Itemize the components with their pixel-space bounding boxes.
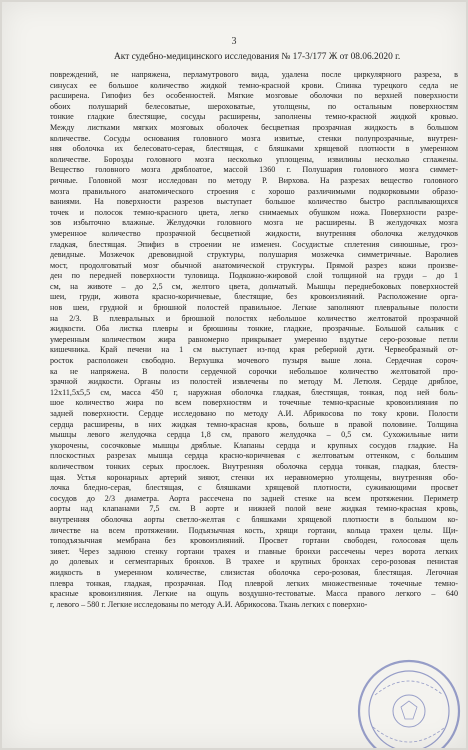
- page-number: 3: [231, 36, 237, 47]
- text-line: зияет. Через заднюю стенку гортани трахея и главные бронхи рассечены через ворота легких: [50, 546, 458, 556]
- text-line: зрачной жидкости. Органы из полостей извлечены по методу М. Летюля. Сердце дряблое,: [50, 377, 458, 387]
- text-line: зов избыточно влажные. Желудочки головного мозга не расширены. В желудочках мозга: [50, 218, 458, 228]
- text-line: внутренняя оболочка аорты светло-желтая с бляшками хрящевой плотности в большом ко-: [50, 514, 458, 524]
- text-line: Вещество головного мозга дряблоатое, массой 1360 г. Полушария головного мозга симмет-: [50, 165, 458, 175]
- text-line: мышцы левого желудочка сердца 1,8 см, правого желудочка – 0,5 см. Сухожильные нити: [50, 430, 458, 440]
- text-line: умеренным количеством жира равномерно прикрывает умеренно вздутые серо-розовые петли: [50, 334, 458, 344]
- text-line: повреждений, не напряжена, перламутрового вида, удалена после циркулярного разреза, в: [50, 70, 458, 79]
- text-line: мост, продолговатый мозг обычной анатомической структуры. Прямой разрез кожи произве-: [50, 260, 458, 270]
- text-line: г, левого – 580 г. Легкие исследованы по методу А.И. Абрикосова. Ткань легких с поверхно-: [50, 599, 368, 609]
- text-line: обоих полушарий белесоватые, шероховатые, утолщены, по остальным поверхностям: [50, 101, 458, 111]
- text-line: няя оболочка их белесовато-серая, блестящая, с бляшками хрящевой плотности в умеренном: [50, 144, 458, 154]
- text-line: жидкости. Оба листка плевры и брюшины тонкие, гладкие, прозрачные. Большой сальник с: [50, 324, 458, 334]
- text-line: до долевых и сегментарных бронхов. В трахее и крупных бронхах серо-розовая пенистая: [50, 557, 458, 567]
- text-line: ден по передней поверхности туловища. Подкожно-жировой слой толщиной на груди – до 1: [50, 271, 458, 281]
- text-line: расширена. Гипофиз без особенностей. Мягкие мозговые оболочки по верхней поверхности: [50, 91, 458, 101]
- text-line: шое количество жира по всем поверхностям и точечные темно-красные кровоизлияния по: [50, 398, 458, 408]
- text-line: синусах ее большое количество жидкой темно-красной крови. Спинка турецкого седла не: [50, 80, 458, 90]
- text-line: красные кровоизлияния. Легкие на ощупь воздушно-тестоватые. Масса правого легкого – 640: [50, 589, 458, 599]
- text-line: шеи, груди, живота красно-коричневые, блестящие, без кровоизлияний. Расположение орга-: [50, 292, 458, 302]
- text-line: 12х11,5х5,5 см, масса 450 г, наружная оболочка гладкая, блестящая, тонкая, под ней боль-: [50, 387, 458, 397]
- text-line: мозга правильного анатомического строения с хорошо различимыми подкорковыми образо-: [50, 186, 458, 196]
- text-line: кишечника. Край печени на 1 см выступает из-под края реберной дуги. Червеобразный от-: [50, 345, 458, 355]
- text-line: количеством тонких серых прослоек. Внутренняя оболочка сердца тонкая, гладкая, блестя-: [50, 461, 458, 471]
- text-line: лочка бледно-серая, блестящая, с бляшками хрящевой плотности, суживающими просвет: [50, 483, 458, 493]
- document-page: [2, 2, 466, 748]
- text-line: личестве на всем протяжении. Подъязычная кость, хрящи гортани, кольца трахеи целы. Щи-: [50, 525, 458, 535]
- text-line: плевра тонкая, гладкая, прозрачная. Под плеврой легких множественные точечные темно-: [50, 578, 458, 588]
- text-line: Между листками мягких мозговых оболочек бесцветная прозрачная жидкость в большом: [50, 122, 458, 132]
- document-body: [50, 70, 458, 610]
- text-line: ваниями. На поверхности разрезов выступает большое количество быстро расплывающихся: [50, 197, 458, 207]
- text-line: задней поверхности. Сердце исследовано по методу А.И. Абрикосова по току крови. Полости: [50, 409, 458, 418]
- text-line: на 2/3. В плевральных и брюшной полостях небольшое количество желтоватой прозрачной: [50, 313, 458, 323]
- text-line: плоскостных разрезах мышца сердца красно-коричневая с желтоватым оттенком, с большим: [50, 451, 458, 461]
- text-line: нов шеи, грудной и брюшной полостей правильное. Легкие заполняют плевральные полости: [50, 303, 458, 313]
- text-line: росток расположен свободно. Верхушка мочевого пузыря выше лона. Сердечная сороч-: [50, 356, 458, 366]
- text-line: сердца расширены, в них жидкая темно-красная кровь, больше в правой половине. Толщина: [50, 419, 458, 429]
- text-line: умеренное количество прозрачной бесцветной жидкости, внутренняя оболочка желудочков: [50, 228, 458, 238]
- text-line: гладкая, блестящая. Эпифиз в строении не изменен. Сосудистые сплетения синюшные, гроз-: [50, 239, 458, 249]
- text-line: аорты над клапанами 7,5 см. В аорте и нижней полой вене жидкая темно-красная кровь,: [50, 504, 458, 514]
- official-stamp-icon: [355, 657, 463, 748]
- text-line: количестве. Борозды головного мозга несколько уплощены, извилины несколько сглажены.: [50, 154, 458, 164]
- text-line: сосудов до 2/3 диаметра. Аорта рассечена по задней стенке на всем протяжении. Периметр: [50, 493, 458, 503]
- text-line: см, на животе – до 2,5 см, желтого цвета, дольчатый. Мышцы переднебоковых поверхностей: [50, 281, 458, 291]
- text-line: тонкие гладкие блестящие, сосуды расширены, заполнены темно-красной жидкой кровью.: [50, 112, 458, 122]
- document-title: Акт судебно-медицинского исследования № 17-3/177 Ж от 08.06.2020 г.: [114, 52, 401, 62]
- text-line: жидкость в умеренном количестве, слизистая оболочка серо-розовая, блестящая. Легочная: [50, 567, 458, 577]
- text-line: укорочены, сосочковые мышцы дряблые. Клапаны сердца и крупных сосудов гладкие. На: [50, 440, 458, 450]
- text-line: количестве. Сосуды основания головного мозга извитые, стенки полупрозрачные, внутрен-: [50, 133, 458, 143]
- text-line: точек и полосок темно-красного цвета, легко снимаемых обушком ножа. Поверхности разре-: [50, 207, 458, 217]
- text-line: топодъязычная мембрана без кровоизлияний. Просвет гортани свободен, голосовая щель: [50, 536, 458, 546]
- text-line: девидные. Мозжечок древовидной структуры, полушария мозжечка симметричные. Варолиев: [50, 250, 458, 260]
- text-line: ричные. Головной мозг исследован по методу Р. Вирхова. На разрезах вещество головного: [50, 175, 458, 185]
- text-line: щая. Устья коронарных артерий зияют, стенки их неравномерно утолщены, внутренняя обо-: [50, 472, 458, 482]
- text-line: ка не напряжена. В полости сердечной сорочки небольшое количество желтоватой про-: [50, 366, 458, 376]
